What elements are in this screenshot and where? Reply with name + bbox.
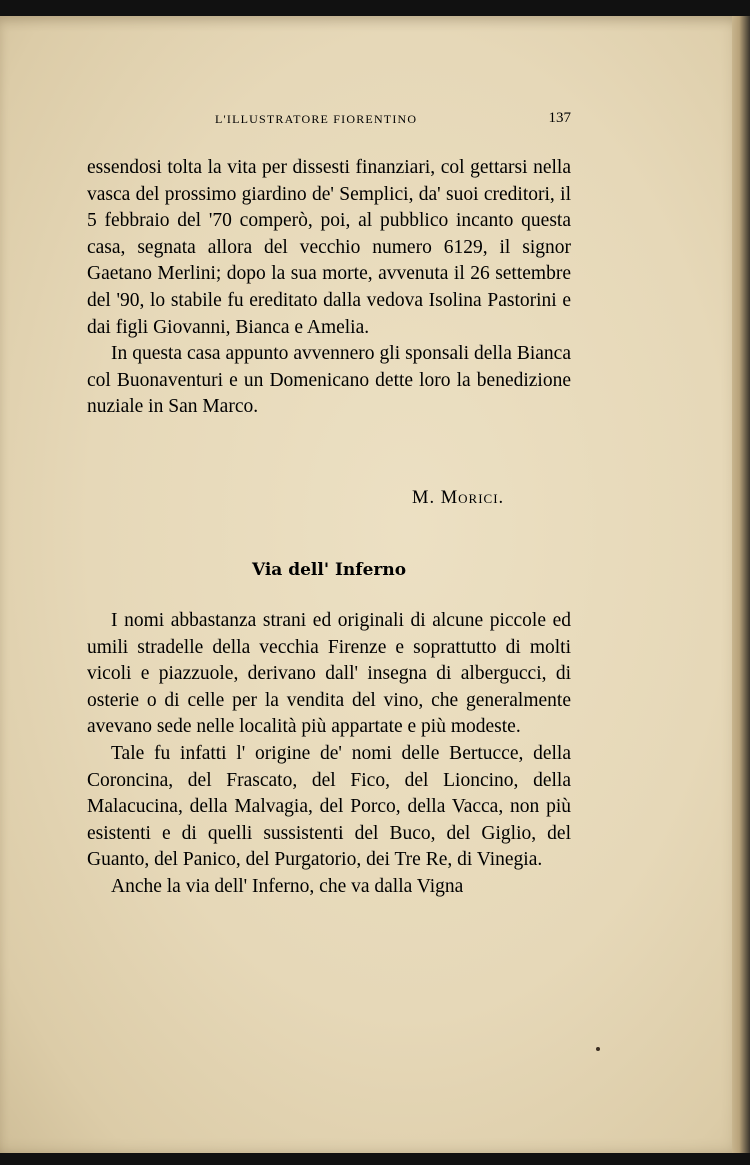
article-2-paragraph-2: Tale fu infatti l' origine de' nomi delle Bertucce, della Coroncina, del Frascato, del Fico, del Lioncino, della Malacucina, della Malvagia, del Porco, della Vacca, non più esistenti e di quelli sussistenti del Buco, del Giglio, del Guanto, del Panico, del Purgatorio, dei Tre Re, di Vinegia.: [87, 742, 571, 871]
author-signature: M. Morici.: [412, 488, 505, 508]
running-head-title: L'ILLUSTRATORE FIORENTINO: [215, 112, 418, 126]
article-2-paragraph-3: Anche la via dell' Inferno, che va dalla Vigna: [111, 875, 464, 897]
article-2-body: [87, 608, 571, 901]
running-head: [87, 112, 571, 132]
section-title: Via dell' Inferno: [251, 560, 407, 580]
page-number: 137: [548, 110, 571, 126]
article-1-body: [87, 155, 571, 421]
article-2-paragraph-1: I nomi abbastanza strani ed originali di alcune piccole ed umili stradelle della vecchia Firenze e soprattutto di molti vicoli e piazzuole, derivano dall' insegna di albergucci, di osterie o di celle per la vendita del vino, che generalmente avevano sede nelle località più appartate e più modeste.: [87, 610, 571, 738]
article-1-paragraph-2: In questa casa appunto avvennero gli sponsali della Bianca col Buonaventuri e un Domenicano dette loro la benedizione nuziale in San Marco.: [87, 343, 571, 418]
paper-speck: [596, 1047, 600, 1051]
article-1-paragraph-1: essendosi tolta la vita per dissesti finanziari, col gettarsi nella vasca del prossimo giardino de' Semplici, da' suoi creditori, il 5 febbraio del '70 comperò, poi, al pubblico incanto questa casa, segnata allora del vecchio numero 6129, il signor Gaetano Merlini; dopo la sua morte, avvenuta il 26 settembre del '90, lo stabile fu ereditato dalla vedova Isolina Pastorini e dai figli Giovanni, Bianca e Amelia.: [87, 157, 571, 338]
page-edge: [732, 16, 750, 1153]
